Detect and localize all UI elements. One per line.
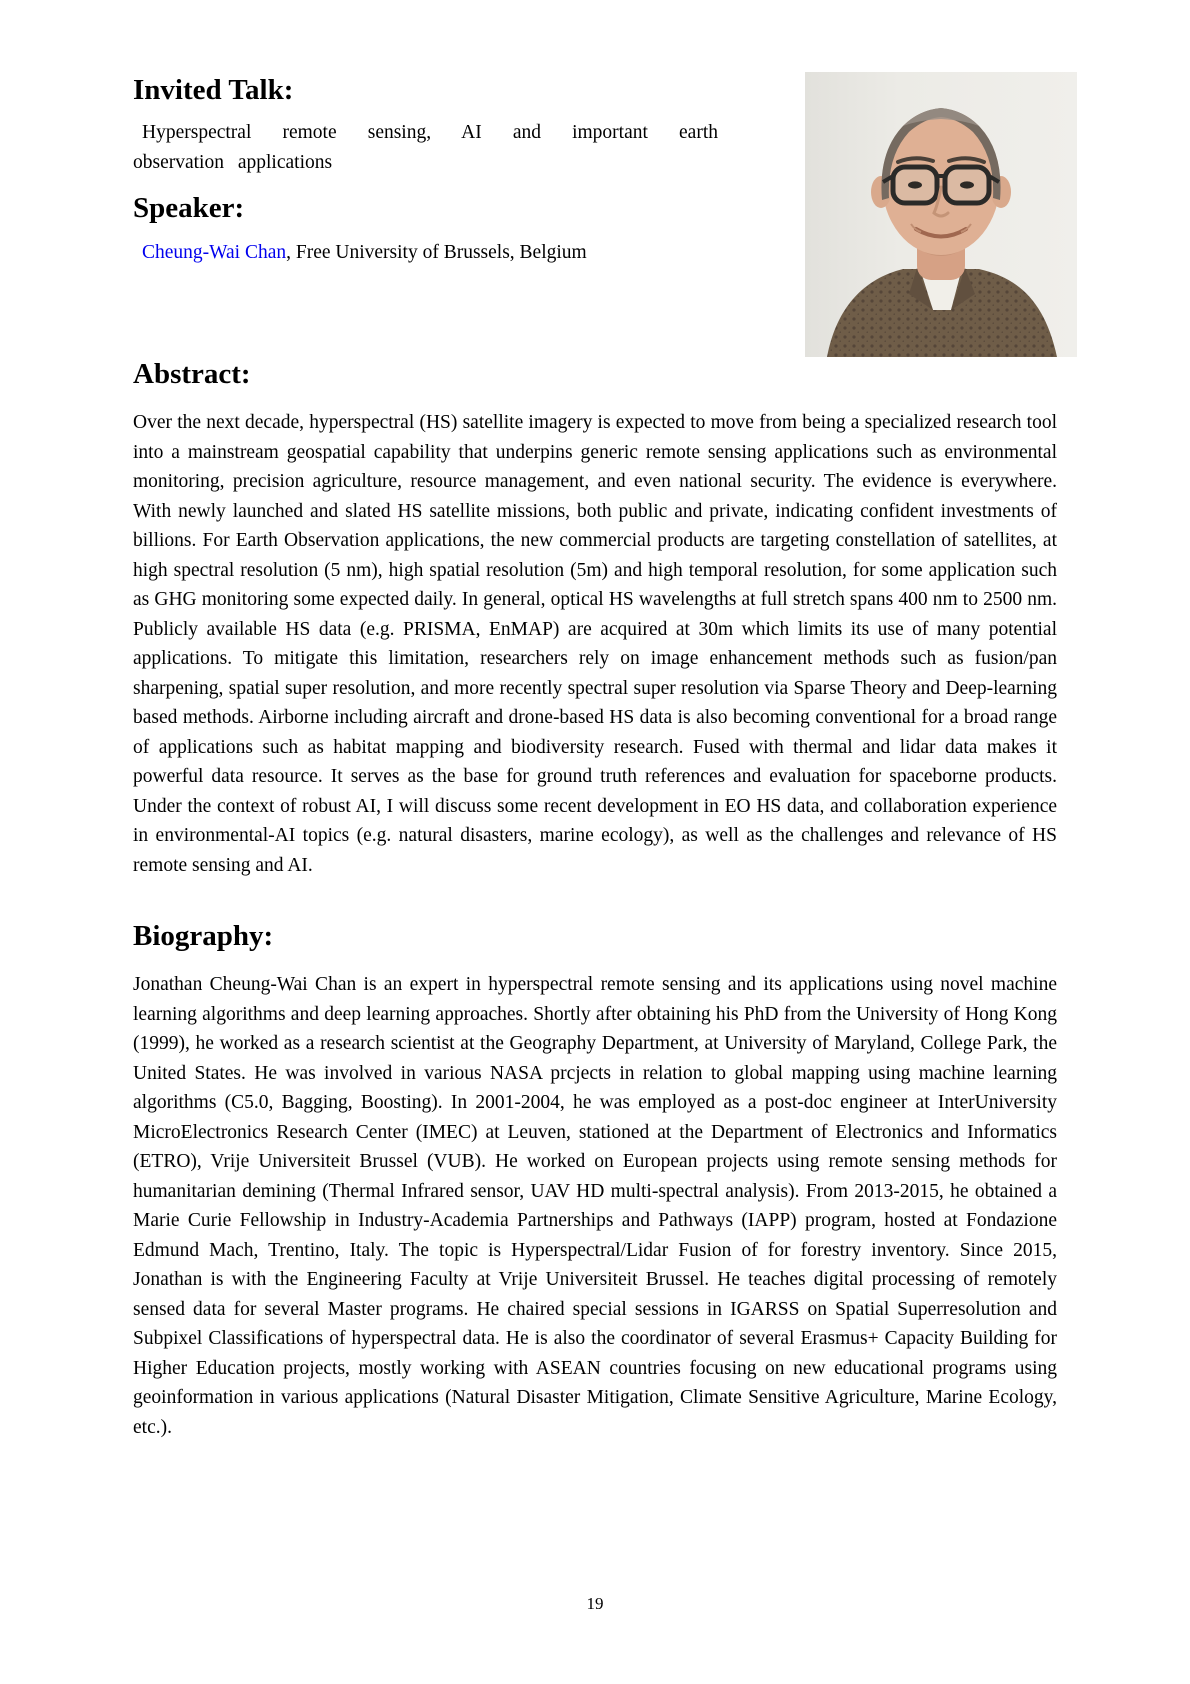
biography-paragraph: Jonathan Cheung-Wai Chan is an expert in hyperspectral remote sensing and its applications using novel machine learning algorithms and deep learning approaches. Shortly after obtaining his PhD from the University of Hong Kong (1999), he worked as a research scientist at the Geography Department, at University of Maryland, College Park, the United States. He was involved in various NASA prcjects in relation to global mapping using machine learning algorithms (C5.0, Bagging, Boosting). In 2001-2004, he was employed as a post-doc engineer at InterUniversity MicroElectronics Research Center (IMEC) at Leuven, stationed at the Department of Electronics and Informatics (ETRO), Vrije Universiteit Brussel (VUB). He worked on European projects using remote sensing methods for humanitarian demining (Thermal Infrared sensor, UAV HD multi-spectral analysis). From 2013-2015, he obtained a Marie Curie Fellowship in Industry-Academia Partnerships and Pathways (IAPP) program, hosted at Fondazione Edmund Mach, Trentino, Italy. The topic is Hyperspectral/Lidar Fusion of for forestry inventory. Since 2015, Jonathan is with the Engineering Faculty at Vrije Universiteit Brussel. He teaches digital processing of remotely sensed data for several Master programs. He chaired special sessions in IGARSS on Spatial Superresolution and Subpixel Classifications of hyperspectral data. He is also the coordinator of several Erasmus+ Capacity Building for Higher Education projects, mostly working with ASEAN countries focusing on new educational programs using geoinformation in various applications (Natural Disaster Mitigation, Climate Sensitive Agriculture, Marine Ecology, etc.). bbox=[133, 974, 1057, 1438]
speaker-heading: Speaker: bbox=[133, 192, 245, 224]
speaker-affiliation: , Free University of Brussels, Belgium bbox=[286, 242, 587, 263]
talk-title: Hyperspectral remote sensing, AI and important earth observation applications bbox=[133, 122, 718, 173]
speaker-photo bbox=[805, 72, 1077, 357]
abstract-heading: Abstract: bbox=[133, 358, 251, 390]
invited-talk-heading: Invited Talk: bbox=[133, 74, 294, 106]
biography-heading: Biography: bbox=[133, 920, 274, 952]
page-number: 19 bbox=[586, 1594, 604, 1613]
speaker-name-link[interactable]: Cheung-Wai Chan bbox=[142, 242, 287, 263]
abstract-paragraph: Over the next decade, hyperspectral (HS) satellite imagery is expected to move from being a specialized research tool into a mainstream geospatial capability that underpins generic remote sensing applications such as environmental monitoring, precision agriculture, resource management, and even national security. The evidence is everywhere. With newly launched and slated HS satellite missions, both public and private, indicating confident investments of billions. For Earth Observation applications, the new commercial products are targeting constellation of satellites, at high spectral resolution (5 nm), high spatial resolution (5m) and high temporal resolution, for some application such as GHG monitoring some expected daily. In general, optical HS wavelengths at full stretch spans 400 nm to 2500 nm. Publicly available HS data (e.g. PRISMA, EnMAP) are acquired at 30m which limits its use of many potential applications. To mitigate this limitation, researchers rely on image enhancement methods such as fusion/pan sharpening, spatial super resolution, and more recently spectral super resolution via Sparse Theory and Deep-learning based methods. Airborne including aircraft and drone-based HS data is also becoming conventional for a broad range of applications such as habitat mapping and biodiversity research. Fused with thermal and lidar data makes it powerful data resource. It serves as the base for ground truth references and evaluation for spaceborne products. Under the context of robust AI, I will discuss some recent development in EO HS data, and collaboration experience in environmental-AI topics (e.g. natural disasters, marine ecology), as well as the challenges and relevance of HS remote sensing and AI. bbox=[133, 412, 1057, 876]
